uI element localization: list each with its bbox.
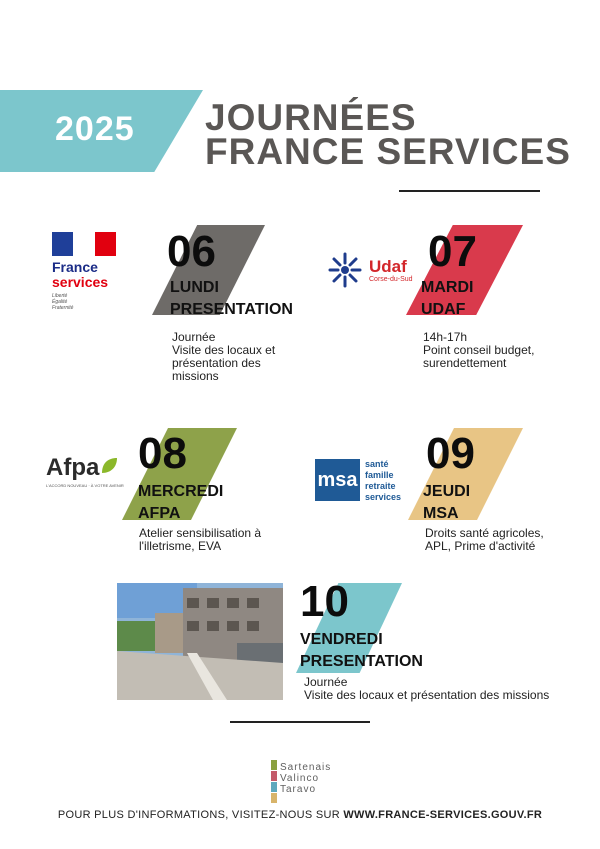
header-divider <box>399 190 540 192</box>
day-08-subtitle: AFPA <box>138 505 181 522</box>
cc-line-3: Taravo <box>280 784 317 795</box>
footer-link[interactable]: WWW.FRANCE-SERVICES.GOUV.FR <box>343 809 543 821</box>
day-06-number: 06 <box>167 227 216 276</box>
msa-line-1: santé <box>365 459 389 469</box>
street-photo <box>117 583 283 700</box>
afpa-logo-name: Afpa <box>46 454 100 481</box>
day-07-description: 14h-17h Point conseil budget, surendettement <box>423 330 535 370</box>
msa-line-3: retraite <box>365 481 396 491</box>
msa-line-2: famille <box>365 470 394 480</box>
fs-logo-motto: Liberté Égalité Fraternité <box>52 293 74 311</box>
msa-logo-box: msa <box>315 459 360 501</box>
day-07-subtitle: UDAF <box>421 301 466 318</box>
udaf-logo-name: Udaf <box>369 257 407 276</box>
year-label: 2025 <box>55 110 135 148</box>
day-07-number: 07 <box>428 227 477 276</box>
cc-color-bars-icon <box>271 760 277 804</box>
day-10-number: 10 <box>300 577 349 626</box>
day-09-subtitle: MSA <box>423 505 459 522</box>
day-07-name: MARDI <box>421 279 474 296</box>
marianne-flag-icon <box>52 232 116 256</box>
page-title-line1: JOURNÉES <box>205 97 417 138</box>
fs-logo-line1: France <box>52 259 98 275</box>
france-services-logo <box>52 232 122 317</box>
day-06-description: Journée Visite des locaux et présentation des missions <box>172 330 276 383</box>
day-09-number: 09 <box>426 429 475 478</box>
footer-text: POUR PLUS D'INFORMATIONS, VISITEZ-NOUS SUR <box>57 809 341 821</box>
day-06-name: LUNDI <box>170 279 219 296</box>
udaf-logo-sub: Corse-du-Sud <box>369 276 413 283</box>
day-10-name: VENDREDI <box>300 631 383 648</box>
day-08-name: MERCREDI <box>138 483 224 500</box>
fs-logo-line2: services <box>52 274 109 290</box>
udaf-logo <box>327 250 415 290</box>
day-09-description: Droits santé agricoles, APL, Prime d'activité <box>425 526 544 553</box>
cc-line-1: Sartenais <box>280 762 332 773</box>
day-06-subtitle: PRESENTATION <box>170 301 293 318</box>
afpa-logo <box>46 455 126 500</box>
day-08-number: 08 <box>138 429 187 478</box>
afpa-leaf-icon <box>100 457 118 475</box>
day-10-subtitle: PRESENTATION <box>300 653 423 670</box>
afpa-logo-tagline: L'ACCORD NOUVEAU · À VOTRE AVENIR <box>46 483 124 488</box>
day-10-description: Journée Visite des locaux et présentation des missions <box>304 675 550 702</box>
day-08-description: Atelier sensibilisation à l'illetrisme, EVA <box>139 526 262 553</box>
day-09-name: JEUDI <box>423 483 471 500</box>
cc-line-2: Valinco <box>280 773 320 784</box>
footer-info <box>0 809 600 821</box>
footer-divider <box>230 721 370 723</box>
page-title-line2: FRANCE SERVICES <box>205 131 571 172</box>
sartenais-valinco-taravo-logo <box>271 760 341 802</box>
msa-line-4: services <box>365 492 402 502</box>
msa-logo <box>315 459 415 503</box>
udaf-emblem-icon <box>327 250 363 290</box>
